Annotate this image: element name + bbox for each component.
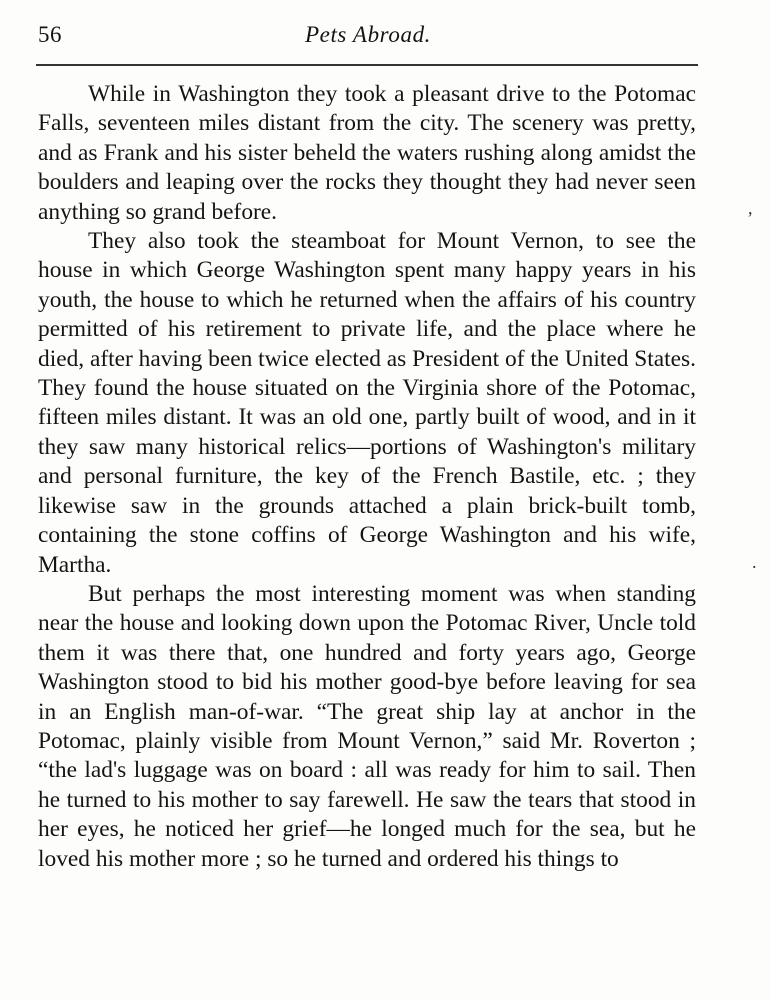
page-number: 56 (38, 22, 62, 47)
header-rule (36, 64, 698, 66)
running-title: Pets Abroad. (304, 22, 432, 47)
paragraph-falls: While in Washington they took a pleasant drive to the Potomac Falls, seventeen miles distant from the city. The scenery was pretty, and as Frank and his sister beheld the waters rushing along amidst the boulders and leaping over the rocks they thought they had never seen anything so grand before. (38, 81, 696, 225)
paragraph-washington-mother: But perhaps the most interesting moment was when standing near the house and looking down upon the Potomac River, Uncle told them it was there that, one hundred and forty years ago, George Washington stood to bid his mother good-bye before leaving for sea in an English man-of-war. “The great ship lay at anchor in the Potomac, plainly visible from Mount Vernon,” said Mr. Roverton ; “the lad's luggage was on board : all was ready for him to sail. Then he turned to his mother to say farewell. He saw the tears that stood in her eyes, he noticed her grief—he longed much for the sea, but he loved his mother more ; so he turned and ordered his things to (38, 580, 696, 872)
paragraph-mount-vernon: They also took the steamboat for Mount Vernon, to see the house in which George Washington spent many happy years in his youth, the house to which he returned when the affairs of his country permitted of his retirement to private life, and the place where he died, after having been twice elected as President of the United States. They found the house situated on the Virginia shore of the Potomac, fifteen miles distant. It was an old one, partly built of wood, and in it they saw many historical relics—portions of Washington's military and personal furniture, the key of the French Bastile, etc. ; they likewise saw in the grounds attached a plain brick-built tomb, containing the stone coffins of George Washington and his wife, Martha. (38, 228, 696, 578)
margin-mark: , (748, 198, 753, 218)
margin-mark: . (752, 552, 757, 572)
body-text (38, 80, 696, 874)
page-header (38, 20, 698, 60)
